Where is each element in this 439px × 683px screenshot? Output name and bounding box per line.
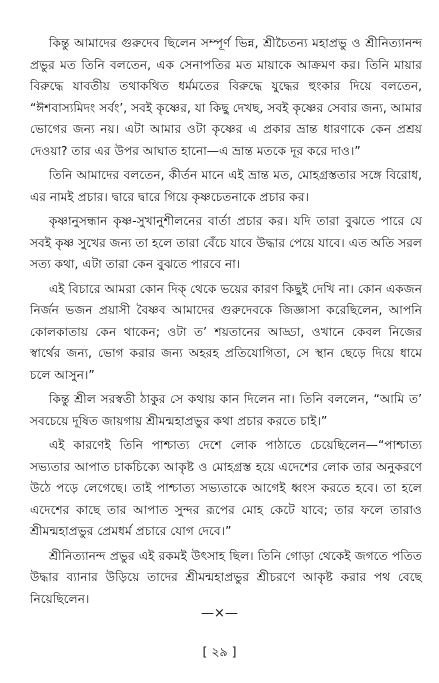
- paragraph-5: কিন্তু শ্রীল সরস্বতী ঠাকুর সে কথায় কান দিলেন না। তিনি বললেন, “আমি ত’ সবচেয়ে দূষিত জায়গায় শ্রীমন্মহাপ্রভুর কথা প্রচার করতে চাই।”: [30, 392, 422, 428]
- paragraph-4: এই বিচারে আমরা কোন দিক্‌ থেকে ভয়ের কারণ কিছুই দেখি না। কোন একজন নির্জন ভজন প্রয়াসী বৈষ্ণব আমাদের গুরুদেবকে জিজ্ঞাসা করেছিলেন, আপনি কোলকাতায় কেন থাকেন; ওটা ত’ শয়তানের আড্ডা, ওখানে কেবল নিজের স্বার্থের জন্য, ভোগ করার জন্য অহরহ প্রতিযোগিতা, সে স্থান ছেড়ে দিয়ে ধামে চলে আসুন।”: [30, 281, 422, 382]
- page-number: [ ২৯ ]: [202, 644, 237, 659]
- paragraph-7: শ্রীনিত্যানন্দ প্রভুর এই রকমই উৎসাহ ছিল। তিনি গোড়া থেকেই জগতে পতিত উদ্ধার ব্যানার উড়িয়ে তাদের শ্রীমন্মহাপ্রভুর শ্রীচরণে আকৃষ্ট করার পথ বেছে নিয়েছিলেন।: [30, 548, 422, 606]
- paragraph-2: তিনি আমাদের বলতেন, কীর্তন মানে এই ভ্রান্ত মত, মোহগ্রস্ততার সঙ্গে বিরোধ, এর নামই প্রচার। দ্বারে দ্বারে গিয়ে কৃষ্ণচেতনাকে প্রচার কর।: [30, 168, 422, 204]
- paragraph-3: কৃষ্ণানুসন্ধান কৃষ্ণ-সুখানুশীলনের বার্তা প্রচার কর। যদি তারা বুঝতে পারে যে সবই কৃষ্ণ সুখের জন্য তা হলে তারা বেঁচে যাবে উদ্ধার পেয়ে যাবে। এত অতি সরল সত্য কথা, এটা তারা কেন বুঝতে পারবে না।: [30, 214, 422, 271]
- section-divider: —×—: [201, 606, 238, 621]
- paragraph-6: এই কারণেই তিনি পাশ্চাত্য দেশে লোক পাঠাতে চেয়েছিলেন—“পাশ্চাত্য সভ্যতার আপাত চাকচিক্যে আকৃষ্ট ও মোহগ্রস্ত হয়ে এদেশের লোক তার অনুকরণে উঠে পড়ে লেগেছে। তাই পাশ্চাত্য সভ্যতাকে আগেই ধ্বংস করতে হবে। তা হলে এদেশের কাছে তার আপাত সুন্দর রূপের মোহ কেটে যাবে; তার ফলে তারাও শ্রীমন্মহাপ্রভুর প্রেমধর্ম প্রচারে যোগ দেবে।”: [30, 438, 422, 538]
- paragraph-1: কিন্তু আমাদের গুরুদেব ছিলেন সম্পূর্ণ ভিন্ন, শ্রীচৈতন্য মহাপ্রভু ও শ্রীনিত্যানন্দ প্রভুর মত তিনি বলতেন, এক সেনাপতির মত মায়াকে আক্রমণ কর। তিনি মায়ার বিরুদ্ধে যাবতীয় তথাকথিত ধর্মমতের বিরুদ্ধে যুদ্ধের হুংকার দিয়ে বলতেন, “ঈশবাস্যমিদং সর্বং’, সবই কৃষ্ণের, যা কিছু দেখছ, সবই কৃষ্ণের সেবার জন্য, আমার ভোগের জন্য নয়। এটা আমার ওটা কৃষ্ণের এ প্রকার ভ্রান্ত ধারণাকে কেন প্রশ্রয় দেওয়া? তার এর উপর আঘাত হানো—এ ভ্রান্ত মতকে দূর করে দাও।”: [30, 36, 422, 158]
- body-text: [30, 33, 422, 613]
